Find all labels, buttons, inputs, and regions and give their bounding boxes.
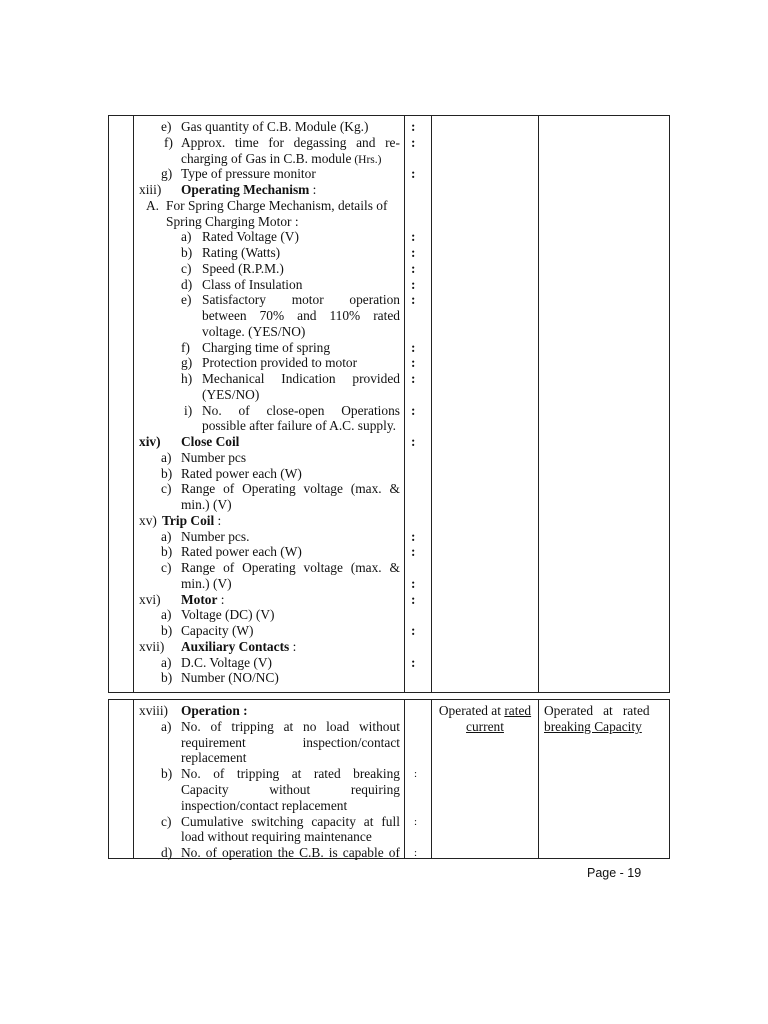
colon-separator: :	[411, 229, 416, 245]
item-text: Approx. time for degassing and re-	[181, 134, 400, 150]
item-text: Class of Insulation	[202, 276, 303, 292]
item-label: d)	[161, 845, 173, 861]
item-text: inspection/contact replacement	[181, 797, 348, 813]
item-text: Range of Operating voltage (max. &	[181, 481, 400, 497]
item-text: Auxiliary Contacts :	[181, 638, 297, 654]
item-text: Range of Operating voltage (max. &	[181, 560, 400, 575]
colon-separator: :	[411, 654, 416, 670]
colon-separator: :	[411, 292, 416, 308]
item-label: c)	[161, 481, 172, 497]
item-label: xviii)	[139, 703, 169, 718]
item-label: a)	[161, 449, 172, 465]
item-label: b)	[161, 670, 173, 686]
colon-separator: :	[414, 847, 418, 860]
item-text: min.) (V)	[181, 497, 232, 512]
item-text: Close Coil	[181, 434, 240, 449]
col-divider	[431, 115, 432, 693]
item-label: c)	[161, 813, 172, 829]
item-text: Trip Coil :	[162, 512, 222, 528]
item-text: Operating Mechanism :	[181, 182, 317, 197]
item-label: a)	[161, 607, 172, 623]
colon-separator: :	[411, 402, 416, 418]
item-label: b)	[161, 766, 173, 782]
colon-separator: :	[411, 119, 416, 134]
item-text: Satisfactory motor operation	[202, 292, 400, 308]
item-label: e)	[181, 292, 192, 308]
item-label: f)	[181, 339, 190, 355]
item-label: a)	[161, 654, 172, 670]
colon-separator: :	[411, 134, 416, 150]
colon-separator: :	[411, 575, 416, 591]
item-text: No. of tripping at rated breaking	[181, 766, 400, 782]
item-label: b)	[161, 623, 173, 638]
item-text: Capacity (W)	[181, 623, 254, 638]
item-text: between 70% and 110% rated	[202, 308, 400, 323]
item-text: (YES/NO)	[202, 386, 260, 402]
colon-separator: :	[411, 434, 416, 449]
item-text: For Spring Charge Mechanism, details of	[166, 197, 388, 213]
colon-separator: :	[411, 544, 416, 560]
colon-separator: :	[411, 528, 416, 544]
item-label: xvi)	[139, 591, 161, 607]
colon-separator: :	[414, 815, 418, 828]
item-text: Spring Charging Motor :	[166, 213, 299, 229]
item-label: g)	[181, 355, 193, 371]
item-text: No. of close-open Operations	[202, 402, 400, 418]
col-divider	[404, 699, 405, 859]
item-label: g)	[161, 166, 173, 182]
item-text: possible after failure of A.C. supply.	[202, 418, 396, 434]
item-label: d)	[181, 276, 193, 292]
item-label: xiv)	[139, 434, 161, 449]
item-label: A.	[146, 197, 160, 213]
colon-separator: :	[411, 260, 416, 276]
item-label: c)	[161, 560, 172, 575]
item-text: No. of operation the C.B. is capable of	[181, 845, 400, 861]
col-divider	[431, 699, 432, 859]
item-text: Motor :	[181, 591, 225, 607]
item-label: b)	[161, 544, 173, 560]
item-text: No. of tripping at no load without	[181, 718, 400, 734]
colon-separator: :	[411, 245, 416, 260]
item-label: b)	[161, 465, 173, 481]
colon-separator: :	[411, 371, 416, 386]
col-divider	[404, 115, 405, 693]
item-text: Mechanical Indication provided	[202, 371, 400, 386]
item-text: Cumulative switching capacity at full	[181, 813, 400, 829]
item-text: Charging time of spring	[202, 339, 331, 355]
item-text: Number (NO/NC)	[181, 670, 279, 686]
item-label: f)	[164, 134, 173, 150]
item-label: xvii)	[139, 638, 165, 654]
item-text: Gas quantity of C.B. Module (Kg.)	[181, 119, 369, 134]
item-text: Operation :	[181, 703, 248, 718]
item-text: voltage. (YES/NO)	[202, 323, 306, 339]
item-text: Rated Voltage (V)	[202, 229, 299, 245]
item-label: xiii)	[139, 182, 162, 197]
page-number: Page - 19	[587, 866, 642, 880]
item-text: Rating (Watts)	[202, 245, 281, 260]
header-rated-current: Operated at rated current	[438, 703, 532, 734]
item-text: D.C. Voltage (V)	[181, 654, 272, 670]
colon-separator: :	[411, 591, 416, 607]
item-label: c)	[181, 260, 192, 276]
item-text: replacement	[181, 750, 247, 766]
item-text: charging of Gas in C.B. module (Hrs.)	[181, 150, 382, 166]
col-divider	[538, 115, 539, 693]
item-text: load without requiring maintenance	[181, 829, 372, 845]
item-text: Type of pressure monitor	[181, 166, 316, 182]
item-text: Rated power each (W)	[181, 544, 302, 560]
colon-separator: :	[411, 623, 416, 638]
item-text: requirement inspection/contact	[181, 734, 400, 750]
item-text: Number pcs.	[181, 528, 250, 544]
item-label: b)	[181, 245, 193, 260]
item-text: Speed (R.P.M.)	[202, 260, 284, 276]
item-label: xv)	[139, 512, 157, 528]
col-divider	[133, 699, 134, 859]
item-label: a)	[161, 528, 172, 544]
item-text: Number pcs	[181, 449, 247, 465]
col-divider	[133, 115, 134, 693]
header-rated-breaking-capacity: Operated at rated breaking Capacity	[544, 703, 650, 734]
item-text: min.) (V)	[181, 575, 232, 591]
item-label: a)	[161, 718, 172, 734]
item-text: Voltage (DC) (V)	[181, 607, 275, 623]
item-text: Capacity without requiring	[181, 782, 400, 797]
item-label: a)	[181, 229, 192, 245]
item-text: Rated power each (W)	[181, 465, 302, 481]
item-label: h)	[181, 371, 193, 386]
colon-separator: :	[411, 355, 416, 371]
item-label: i)	[184, 402, 193, 418]
colon-separator: :	[411, 276, 416, 292]
colon-separator: :	[411, 339, 416, 355]
colon-separator: :	[414, 768, 418, 781]
item-label: e)	[161, 119, 172, 134]
item-text: Protection provided to motor	[202, 355, 358, 371]
colon-separator: :	[411, 166, 416, 182]
col-divider	[538, 699, 539, 859]
